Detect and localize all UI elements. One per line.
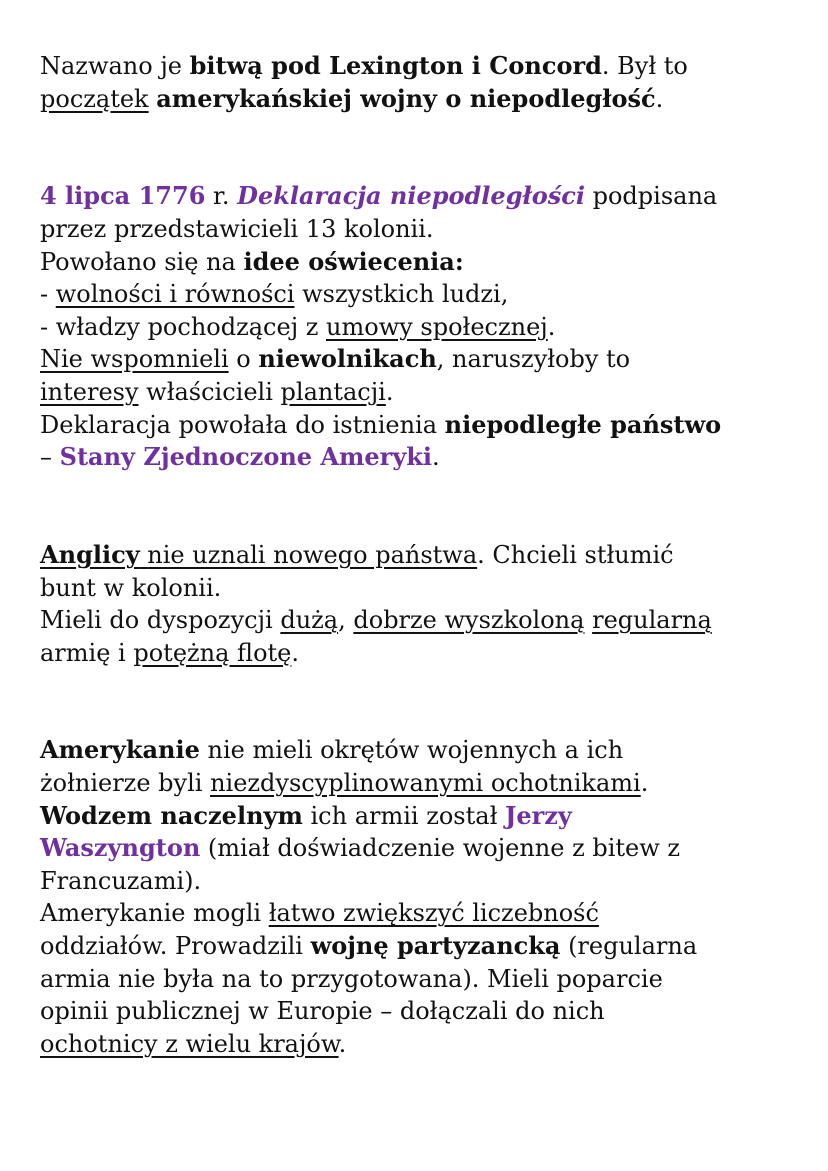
text-segment: . (655, 84, 664, 113)
underlined-phrase: łatwo zwiększyć liczebność (268, 899, 599, 928)
text-segment: . (547, 312, 556, 341)
text-line (40, 604, 810, 637)
highlighted-term: Stany Zjednoczone Ameryki (59, 442, 433, 472)
text-segment: r. (205, 182, 238, 211)
bold-term: wojnę partyzancką (310, 931, 561, 961)
text-line (40, 539, 810, 572)
text-segment: Powołano się na (40, 247, 244, 276)
text-segment: o (228, 345, 259, 374)
text-line (40, 441, 810, 474)
bold-term: Anglicy (40, 539, 140, 569)
text-segment: podpisana (584, 182, 718, 211)
underlined-phrase: plantacji (280, 377, 386, 406)
text-line (40, 213, 810, 246)
text-line (40, 995, 810, 1028)
underlined-phrase: dobrze wyszkoloną (353, 606, 585, 635)
text-line (40, 246, 810, 279)
text-line (40, 83, 810, 116)
text-segment: Deklaracja powołała do istnienia (40, 410, 445, 439)
text-line (40, 767, 810, 800)
text-line (40, 734, 810, 767)
text-segment: . (291, 638, 300, 667)
underlined-phrase: niezdyscyplinowanymi ochotnikami (210, 769, 641, 798)
text-segment: . (338, 1029, 347, 1058)
blank-line (40, 702, 810, 735)
text-line (40, 637, 810, 670)
underlined-phrase: wolności i równości (55, 280, 295, 309)
text-line (40, 180, 810, 213)
text-line (40, 278, 810, 311)
underlined-phrase: regularną (592, 606, 712, 635)
bold-term: idee oświecenia: (243, 246, 464, 276)
text-segment: oddziałów. Prowadzili (40, 932, 311, 961)
text-segment: opinii publicznej w Europie – dołączali do nich (40, 997, 605, 1026)
text-line (40, 409, 810, 442)
text-line (40, 800, 810, 833)
highlighted-term: Deklaracja niepodległości (237, 181, 585, 211)
text-line (40, 311, 810, 344)
text-segment: . Był to (601, 52, 688, 80)
text-segment: Amerykanie mogli (40, 899, 269, 928)
text-segment: Mieli do dyspozycji (40, 606, 281, 635)
text-segment: bunt w kolonii. (40, 573, 222, 602)
underlined-phrase: początek (40, 84, 149, 113)
bold-term: amerykańskiej wojny o niepodległość (156, 83, 656, 113)
text-segment: - władzy pochodzącej z (40, 312, 327, 341)
bold-term: niepodległe państwo (444, 409, 722, 439)
underlined-phrase: Nie wspomnieli (40, 345, 229, 374)
text-segment: żołnierze byli (40, 769, 211, 798)
blank-line (40, 506, 810, 539)
blank-line (40, 115, 810, 148)
text-line (40, 897, 810, 930)
highlighted-term: Jerzy (504, 800, 572, 830)
document-page (40, 50, 810, 1060)
bold-term: niewolnikach (258, 344, 437, 374)
underlined-phrase: dużą (280, 606, 339, 635)
text-segment: (regularna (560, 932, 698, 961)
text-segment: Francuzami). (40, 866, 202, 895)
text-line (40, 1028, 810, 1061)
text-segment: (miał doświadczenie wojenne z bitew z (200, 834, 681, 863)
text-segment: przez przedstawicieli 13 kolonii. (40, 214, 434, 243)
text-segment: wszystkich ludzi, (294, 280, 509, 309)
bold-term: Wodzem naczelnym (40, 800, 303, 830)
text-line (40, 865, 810, 898)
blank-line (40, 669, 810, 702)
text-segment: , naruszyłoby to (436, 345, 631, 374)
underlined-phrase: potężną flotę (133, 638, 292, 667)
text-segment: - (40, 280, 56, 309)
bold-term: bitwą pod Lexington i Concord (189, 51, 602, 80)
blank-line (40, 148, 810, 181)
text-segment: armia nie była na to przygotowana). Mieli poparcie (40, 964, 663, 993)
bold-term: Amerykanie (40, 735, 200, 765)
text-line (40, 376, 810, 409)
underlined-phrase: umowy społecznej (326, 312, 548, 341)
text-line (40, 930, 810, 963)
text-segment: , (338, 606, 354, 635)
blank-line (40, 474, 810, 507)
text-segment: . (432, 443, 440, 472)
underlined-phrase: ochotnicy z wielu krajów (40, 1029, 339, 1058)
text-segment: ich armii został (302, 801, 505, 830)
text-segment: właścicieli (138, 377, 281, 406)
text-segment: armię i (40, 638, 134, 667)
text-line (40, 50, 810, 83)
text-segment: nie mieli okrętów wojennych a ich (199, 736, 624, 765)
text-segment: Nazwano je (40, 52, 190, 80)
text-segment: – (40, 443, 60, 472)
text-line (40, 832, 810, 865)
text-line (40, 572, 810, 605)
underlined-phrase: interesy (40, 377, 139, 406)
highlighted-term: Waszyngton (40, 833, 201, 863)
text-segment: . (640, 769, 649, 798)
text-line (40, 343, 810, 376)
underlined-phrase: nie uznali nowego państwa (147, 540, 478, 569)
text-segment (584, 606, 592, 634)
text-line (40, 963, 810, 996)
text-segment: . (385, 377, 394, 406)
text-segment: . Chcieli stłumić (477, 540, 674, 569)
highlighted-term: 4 lipca 1776 (40, 181, 206, 211)
